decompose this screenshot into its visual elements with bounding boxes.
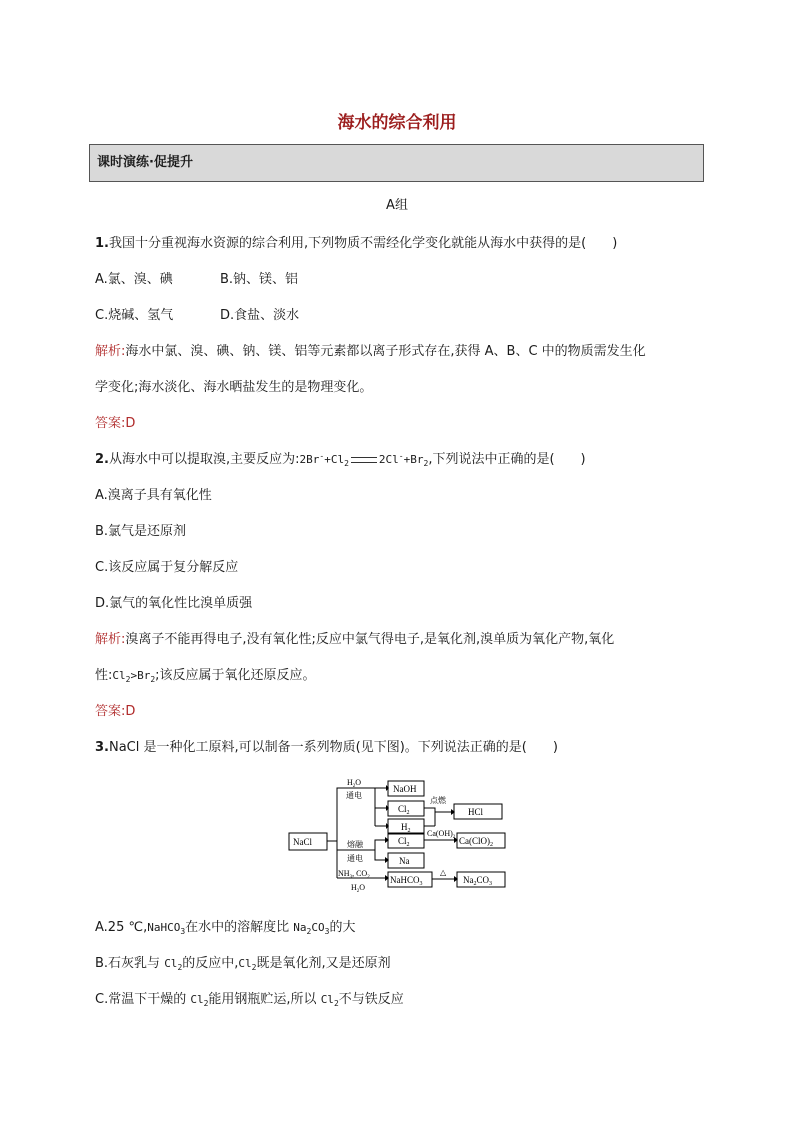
- question-text: NaCl 是一种化工原料,可以制备一系列物质(见下图)。下列说法正确的是( ): [108, 740, 558, 755]
- label-tongdian-1: 通电: [346, 791, 362, 800]
- formula-term: Cl: [112, 669, 126, 682]
- label-cl2-top: $Cl_2$: [398, 804, 410, 816]
- formula-sub: 2: [150, 675, 156, 685]
- label-nahco3: NaHCO$_3$: [390, 875, 423, 887]
- q1-analysis-cont: 学变化;海水淡化、海水晒盐发生的是物理变化。: [95, 380, 373, 395]
- label-naoh: NaOH: [393, 784, 417, 794]
- formula-term: Br: [137, 669, 151, 682]
- label-caclo2: $Ca(ClO)_2$: [459, 836, 493, 848]
- group-label: A组: [386, 198, 408, 213]
- option-text: 的大: [329, 920, 356, 935]
- equation: [299, 451, 429, 469]
- analysis-label: 解析:: [95, 632, 126, 647]
- option-text: 能用钢瓶贮运,所以: [208, 992, 321, 1007]
- question-number: 1.: [95, 236, 109, 251]
- label-tongdian-2: 通电: [347, 854, 363, 863]
- formula: NaHCO$_3$: [147, 921, 186, 937]
- question-text-post: ,下列说法中正确的是( ): [428, 452, 586, 467]
- label-h2: $H_2$: [401, 822, 411, 834]
- q1-analysis: [95, 340, 646, 359]
- label-hcl: HCl: [468, 807, 484, 817]
- formula: $Cl_2$: [320, 993, 339, 1009]
- option-b: B.钠、镁、铝: [220, 272, 299, 287]
- q1-answer: 答案:D: [95, 416, 136, 431]
- q2-analysis-cont: [95, 664, 316, 684]
- q3-option-a: [95, 916, 355, 936]
- option-text: 在水中的溶解度比: [185, 920, 294, 935]
- page-title: 海水的综合利用: [337, 113, 457, 133]
- q2-analysis: [95, 628, 614, 647]
- analysis-label: 解析:: [95, 344, 126, 359]
- label-nh3co2: $NH_3$, $CO_2$: [338, 869, 370, 880]
- analysis-text: ;该反应属于氧化还原反应。: [155, 668, 316, 683]
- eq-term: +Cl: [324, 453, 345, 466]
- option-text: 的反应中,: [182, 956, 239, 971]
- label-dianran: 点燃: [430, 796, 446, 805]
- eq-term: 2Cl: [378, 453, 399, 466]
- q1-options-row1: [95, 268, 299, 287]
- question-number: 3.: [95, 740, 109, 755]
- q3-option-c: [95, 988, 404, 1008]
- label-rongrong: 熔融: [347, 840, 363, 849]
- option-c: C.该反应属于复分解反应: [95, 560, 239, 575]
- option-a: A.氯、溴、碘: [95, 272, 173, 287]
- option-b: B.氯气是还原剂: [95, 524, 187, 539]
- analysis-text: 性:: [95, 668, 113, 683]
- question-3: [95, 736, 558, 755]
- option-text: C.常温下干燥的: [95, 992, 191, 1007]
- q3-option-b: [95, 952, 391, 972]
- formula: $Cl_2$: [164, 957, 183, 973]
- option-text: 不与铁反应: [338, 992, 404, 1007]
- analysis-text: 海水中氯、溴、碘、钠、镁、铝等元素都以离子形式存在,获得 A、B、C 中的物质需发生化: [125, 344, 646, 359]
- question-2: [95, 448, 586, 468]
- reaction-diagram: [285, 770, 515, 895]
- formula: $Cl_2$: [190, 993, 209, 1009]
- question-text: 我国十分重视海水资源的综合利用,下列物质不需经化学变化就能从海水中获得的是( ): [108, 236, 618, 251]
- question-number: 2.: [95, 452, 109, 467]
- eq-sub: 2: [423, 459, 429, 469]
- option-text: B.石灰乳与: [95, 956, 165, 971]
- section-header: 课时演练·促提升: [89, 144, 704, 182]
- label-h2o-top: $H_2O$: [347, 778, 362, 789]
- eq-term: +Br: [403, 453, 424, 466]
- label-delta: △: [440, 868, 447, 877]
- label-caoh2: $Ca(OH)_2$: [427, 829, 456, 840]
- option-c: C.烧碱、氢气: [95, 308, 174, 323]
- formula: [112, 669, 156, 685]
- label-nacl: NaCl: [293, 837, 312, 847]
- eq-sub: 2: [344, 459, 349, 469]
- option-a: A.溴离子具有氧化性: [95, 488, 212, 503]
- equals-sign: [351, 457, 377, 463]
- label-cl2-mid: $Cl_2$: [398, 836, 410, 848]
- eq-term: 2Br: [299, 453, 320, 466]
- eq-sup: -: [398, 451, 404, 461]
- formula: $Na_2CO_3$: [293, 921, 330, 937]
- option-d: D.氯气的氧化性比溴单质强: [95, 596, 253, 611]
- label-h2o-bottom: $H_2O$: [351, 883, 366, 894]
- label-na2co3: $Na_2CO_3$: [463, 875, 493, 887]
- q2-answer: 答案:D: [95, 704, 136, 719]
- label-na: Na: [399, 856, 410, 866]
- line-to-hcl: [424, 808, 452, 812]
- analysis-text: 溴离子不能再得电子,没有氧化性;反应中氯气得电子,是氧化剂,溴单质为氧化产物,氧化: [125, 632, 615, 647]
- question-1: [95, 232, 617, 251]
- option-text: 既是氧化剂,又是还原剂: [256, 956, 391, 971]
- formula-term: >: [130, 669, 138, 682]
- option-d: D.食盐、淡水: [220, 308, 300, 323]
- question-text: 从海水中可以提取溴,主要反应为:: [108, 452, 300, 467]
- option-text: A.25 ℃,: [95, 920, 148, 935]
- line-mid-na: [375, 850, 386, 860]
- formula-sub: 2: [125, 675, 131, 685]
- q1-options-row2: [95, 304, 300, 323]
- eq-sup: -: [319, 451, 325, 461]
- formula: $Cl_2$: [238, 957, 257, 973]
